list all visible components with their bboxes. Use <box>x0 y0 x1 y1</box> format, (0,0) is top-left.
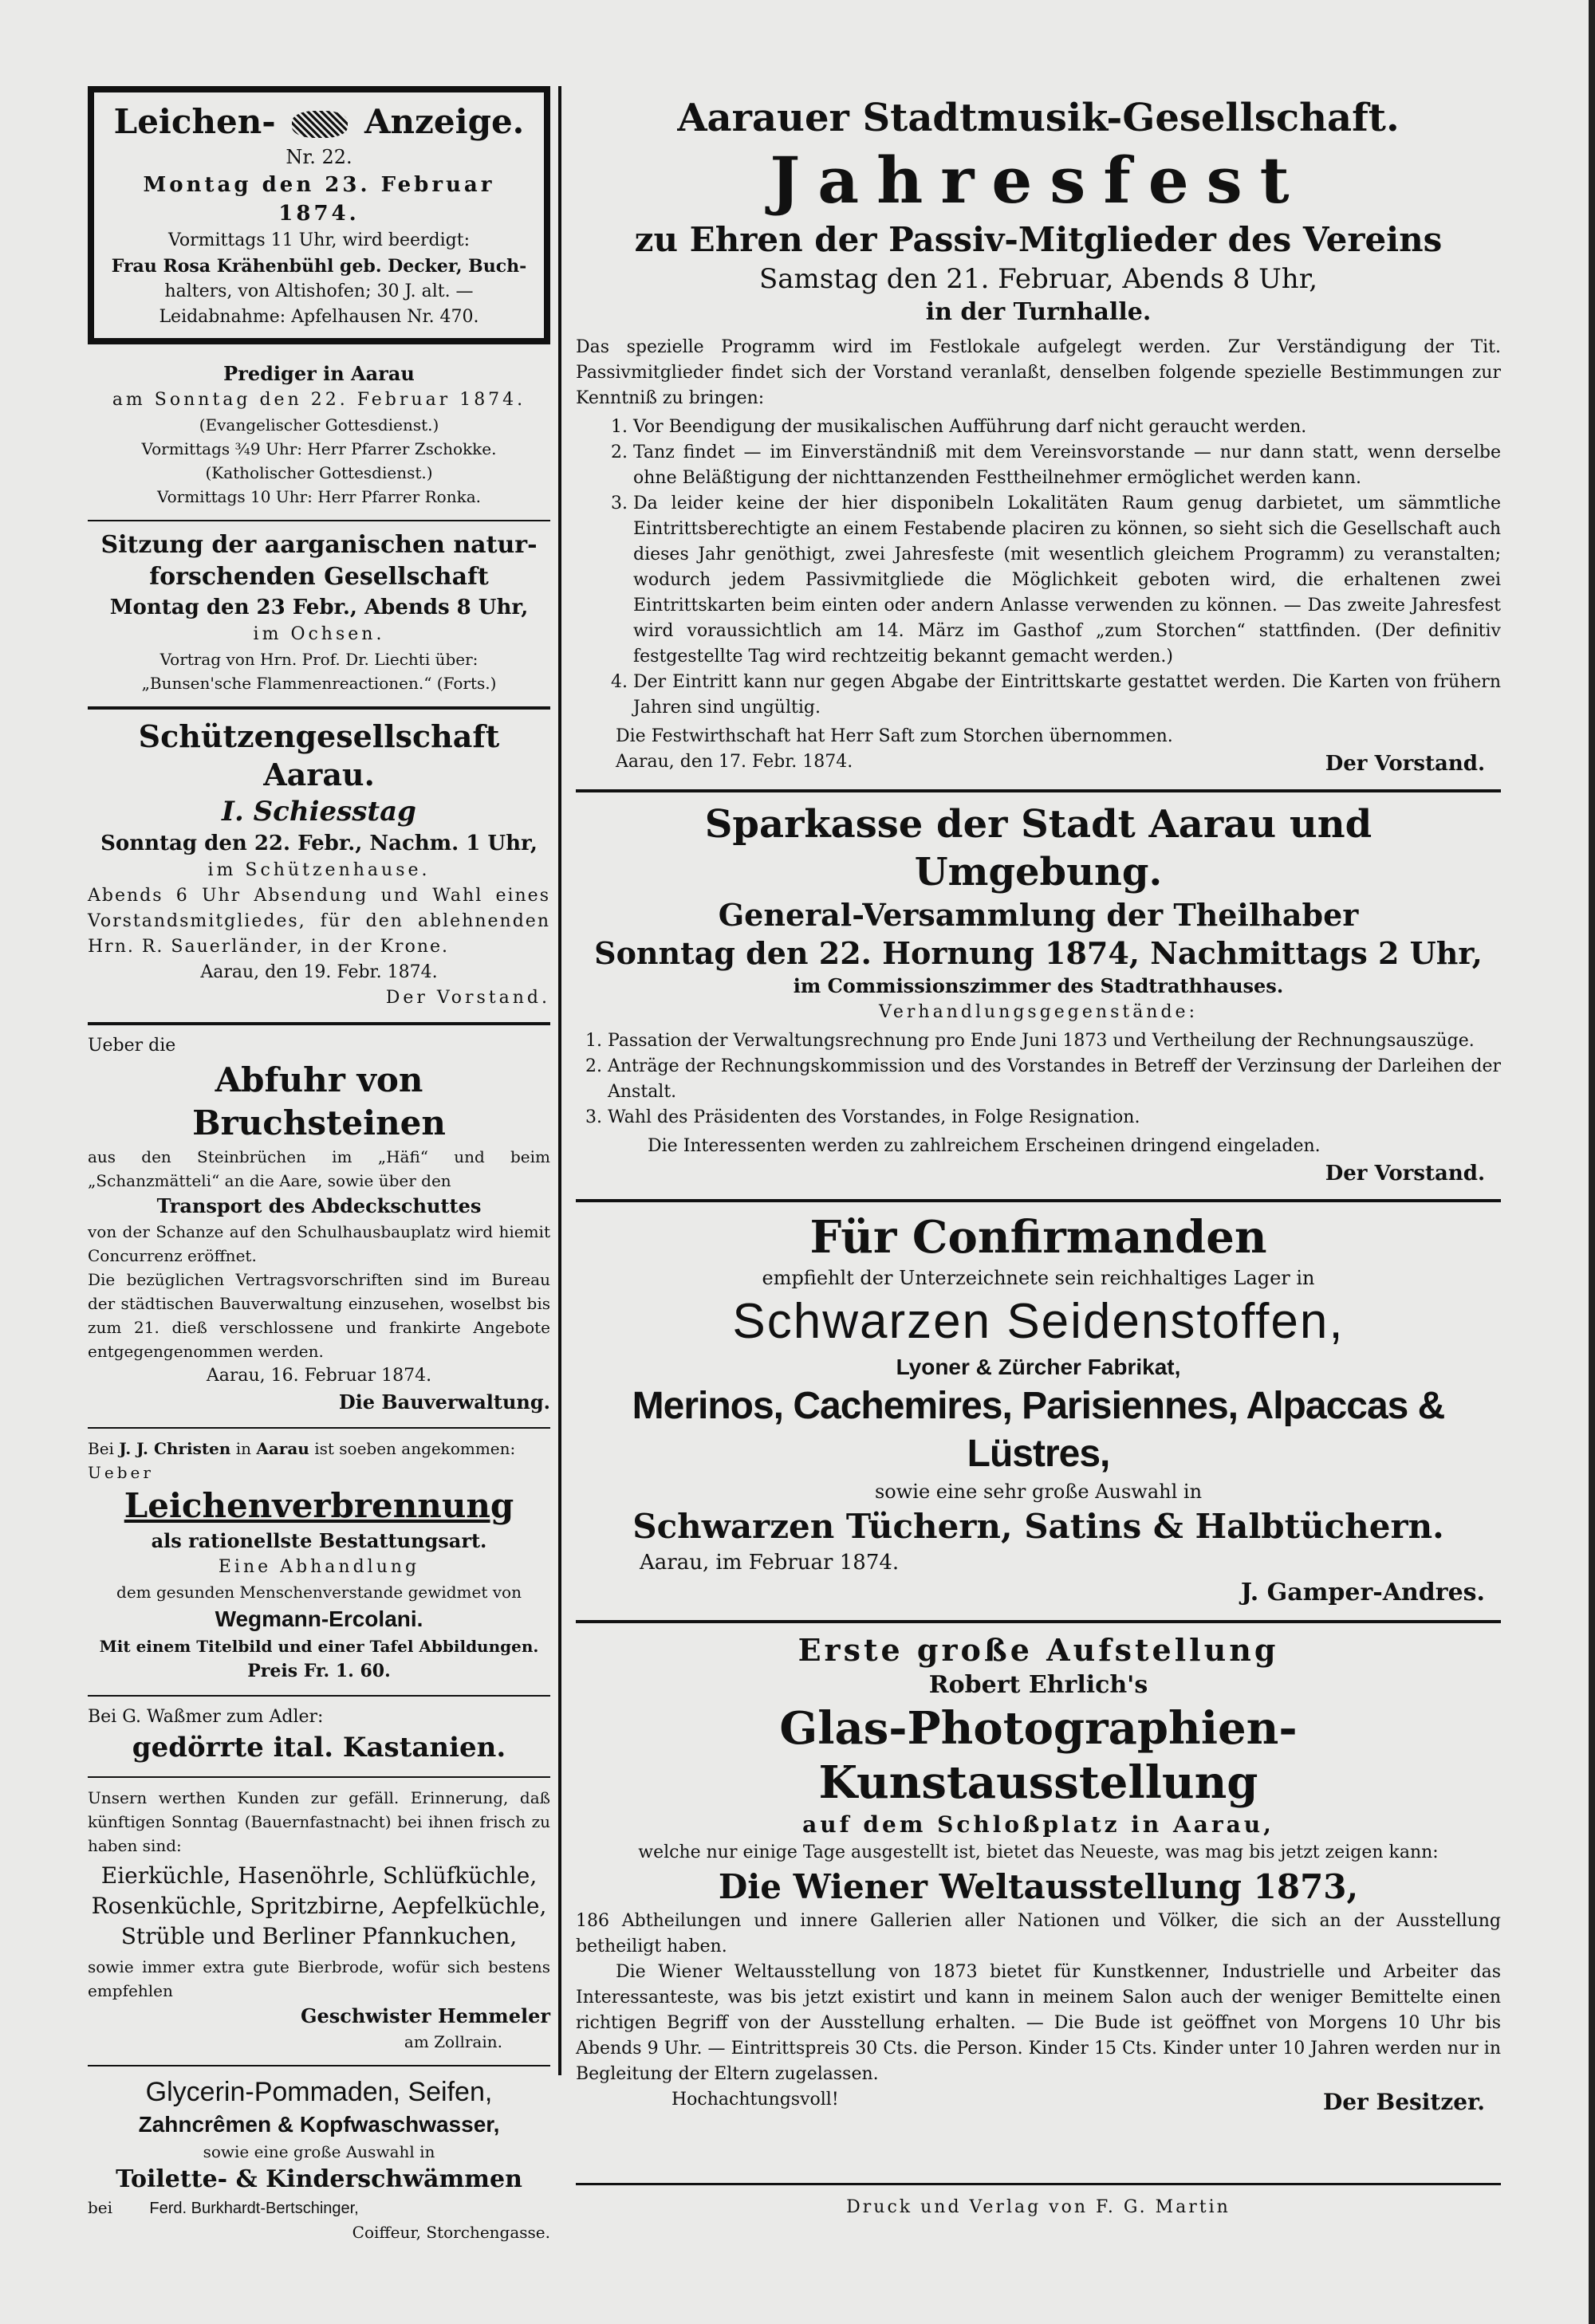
schuetzen-date: Sonntag den 22. Febr., Nachm. 1 Uhr, <box>100 832 538 855</box>
right-column <box>576 86 1501 2129</box>
glycerin-sign: Ferd. Burkhardt-Bertschinger, <box>149 2200 359 2217</box>
wassmer-title: gedörrte ital. Kastanien. <box>132 1732 506 1764</box>
footer-rule <box>576 2183 1501 2185</box>
sitzung-line: „Bunsen'sche Flammenreactionen.“ (Forts.) <box>141 674 497 693</box>
schuetzen-notice <box>88 710 550 1025</box>
confirmanden-big: Schwarzen Seidenstoffen, <box>732 1294 1345 1349</box>
glycerin-title: Glycerin-Pommaden, Seifen, <box>145 2077 493 2107</box>
abfuhr-body: Die bezüglichen Vertragsvorschriften sind im Bureau der städtischen Bauverwaltung einzusehen, woselbst bis zum 21. dieß verschlossene und frankirte Angebote entgegengenommen werden. <box>88 1270 550 1361</box>
confirmanden-sign: J. Gamper-Andres. <box>1240 1579 1485 1606</box>
ausstellung-line: 186 Abtheilungen und innere Gallerien aller Nationen und Völker, die sich an der Ausstellung betheiligt haben. <box>576 1911 1501 1956</box>
leichenverbrennung-title: Leichenverbrennung <box>124 1486 514 1525</box>
schuetzen-subtitle: I. Schiesstag <box>222 796 416 828</box>
glycerin-line: sowie eine große Auswahl in <box>203 2142 435 2161</box>
schuetzen-date2: Aarau, den 19. Febr. 1874. <box>200 962 438 982</box>
hemmeler-items: Eierküchle, Hasenöhrle, Schlüfküchle, Rosenküchle, Spritzbirne, Aepfelküchle, Strüble und Berliner Pfannkuchen, <box>91 1862 547 1949</box>
sparkasse-list <box>576 1028 1501 1131</box>
text-span: in <box>235 1439 251 1458</box>
leichen-date: Montag den 23. Februar 1874. <box>143 173 495 226</box>
text-span: Bei <box>88 1439 114 1458</box>
hemmeler-intro: Unsern werthen Kunden zur gefäll. Erinnerung, daß künftigen Sonntag (Bauernfastnacht) bei ihnen frisch zu haben sind: <box>88 1788 550 1855</box>
schuetzen-body: Abends 6 Uhr Absendung und Wahl eines Vorstandsmitgliedes, für den ablehnenden Hrn. R. Sauerländer, in der Krone. <box>88 886 550 957</box>
abfuhr-pre: Ueber die <box>88 1036 176 1056</box>
wreath-icon <box>292 111 348 138</box>
hemmeler-notice <box>88 1778 550 2066</box>
list-item: 3. Da leider keine der hier disponibeln Lokalitäten Raum genug darbietet, um sämmtliche Eintrittsberechtigte an einem Festabende placiren zu können, so sieht sich die Gesellschaft auch dieses Jahr genöthigt, zwei Jahresfeste (mit wesentlich gleichem Programm) zu veranstalten; wodurch jedem Passivmitgliede die Möglichkeit geboten wird, die erhaltenen zwei Eintrittskarten beim einten oder andern Anlasse verwenden zu können. — Das zweite Jahresfest wird voraussichtlich am 14. März im Gasthof „zum Storchen“ stattfinden. (Der definitiv festgestellte Tag wird rechtzeitig bekannt gemacht werden.) <box>633 491 1501 670</box>
leichen-line: halters, von Altishofen; 30 J. alt. — <box>164 281 474 301</box>
sitzung-title: forschenden Gesellschaft <box>149 563 489 591</box>
confirmanden-title: Für Confirmanden <box>809 1211 1267 1264</box>
leichenverbrennung-pre <box>88 1437 550 1484</box>
abfuhr-body-bold: Transport des Abdeckschuttes <box>156 1194 482 1217</box>
list-item: 4. Der Eintritt kann nur gegen Abgabe der Eintrittskarte gestattet werden. Die Karten von frühern Jahren sind ungültig. <box>633 670 1501 721</box>
sitzung-line: Vortrag von Hrn. Prof. Dr. Liechti über: <box>160 650 478 669</box>
sparkasse-invite: Die Interessenten werden zu zahlreichem Erscheinen dringend eingeladen. <box>648 1136 1321 1156</box>
stadtmusik-sub: zu Ehren der Passiv-Mitglieder des Vereins <box>634 220 1443 259</box>
ausstellung-footer-row <box>576 2087 1501 2118</box>
hemmeler-extra: sowie immer extra gute Bierbrode, wofür sich bestens empfehlen <box>88 1957 550 2000</box>
leichenverbrennung-price: Preis Fr. 1. 60. <box>247 1661 391 1681</box>
ausstellung-line: welche nur einige Tage ausgestellt ist, bietet das Neueste, was mag bis jetzt zeigen kann: <box>638 1842 1439 1862</box>
text-span: Ueber <box>88 1463 154 1482</box>
ausstellung-notice <box>576 1623 1501 2129</box>
leichenverbrennung-line: dem gesunden Menschenverstande gewidmet von <box>116 1583 522 1602</box>
stadtmusik-title: Aarauer Stadtmusik-Gesellschaft. <box>677 96 1400 140</box>
sitzung-title: Sitzung der aarganischen natur- <box>100 531 538 559</box>
ausstellung-line: Die Wiener Weltausstellung von 1873 bietet für Kunstkenner, Industrielle und Arbeiter das Interessanteste, was bis jetzt existirt und kann in meinem Salon auch der weniger Bemittelte einen richtigen Begriff von der Ausstellung erhalten. — Die Bude ist geöffnet von Morgens 10 Uhr bis Abends 9 Uhr. — Eintrittspreis 30 Cts. die Person. Kinder 15 Cts. Kinder unter 10 Jahren werden nur in Begleitung der Eltern zugelassen. <box>576 1962 1501 2084</box>
confirmanden-date: Aarau, im Februar 1874. <box>640 1551 900 1575</box>
leichen-line: Frau Rosa Krähenbühl geb. Decker, Buch- <box>111 256 527 277</box>
prediger-notice <box>88 352 550 521</box>
glycerin-title3: Toilette- & Kinderschwämmen <box>116 2165 522 2193</box>
ausstellung-title: Erste große Aufstellung <box>798 1632 1279 1668</box>
stadtmusik-footer-row <box>576 749 1501 778</box>
abfuhr-body: aus den Steinbrüchen im „Häfi“ und beim „Schanzmätteli“ an die Aare, sowie über den <box>88 1147 550 1190</box>
confirmanden-big2: Merinos, Cachemires, Parisiennes, Alpaccas & Lüstres, <box>632 1385 1445 1475</box>
prediger-line: (Evangelischer Gottesdienst.) <box>199 415 439 435</box>
abfuhr-body: von der Schanze auf den Schulhausbauplatz wird hiemit Concurrenz eröffnet. <box>88 1222 550 1265</box>
sitzung-date: Montag den 23 Febr., Abends 8 Uhr, <box>109 596 529 619</box>
abfuhr-sign: Die Bauverwaltung. <box>338 1390 550 1414</box>
schuetzen-title: Schützengesellschaft Aarau. <box>138 718 500 792</box>
list-item: 1. Vor Beendigung der musikalischen Aufführung darf nicht geraucht werden. <box>633 415 1501 440</box>
sparkasse-verh: Verhandlungsgegenstände: <box>879 1002 1198 1022</box>
stadtmusik-place: in der Turnhalle. <box>925 298 1152 326</box>
abfuhr-notice <box>88 1025 550 1429</box>
confirmanden-big3: Schwarzen Tüchern, Satins & Halbtüchern. <box>632 1507 1444 1546</box>
confirmanden-line: empfiehlt der Unterzeichnete sein reichhaltiges Lager in <box>762 1267 1315 1289</box>
ausstellung-sign: Der Besitzer. <box>1322 2089 1485 2115</box>
sparkasse-place: im Commissionszimmer des Stadtrathhauses. <box>793 974 1284 997</box>
sparkasse-title: Sparkasse der Stadt Aarau und Umgebung. <box>704 802 1372 895</box>
list-item: 1. Passation der Verwaltungsrechnung pro Ende Juni 1873 und Vertheilung der Rechnungsauszüge. <box>608 1028 1501 1054</box>
glycerin-title2: Zahncrêmen & Kopfwaschwasser, <box>138 2112 500 2137</box>
stadtmusik-notice <box>576 86 1501 792</box>
leichen-title: Leichen- Anzeige. <box>113 102 525 141</box>
abfuhr-date: Aarau, 16. Februar 1874. <box>206 1366 432 1386</box>
ausstellung-greeting: Hochachtungsvoll! <box>671 2090 839 2110</box>
stadtmusik-intro: Das spezielle Programm wird im Festlokale aufgelegt werden. Zur Verständigung der Tit. Passivmitglieder findet sich der Vorstand veranlaßt, denselben folgende spezielle Bestimmungen zur Kenntniß zu bringen: <box>576 337 1501 408</box>
leichen-line: Vormittags 11 Uhr, wird beerdigt: <box>167 230 471 250</box>
ausstellung-sub: Robert Ehrlich's <box>928 1671 1148 1699</box>
text-span: ist soeben angekommen: <box>314 1439 516 1458</box>
imprint-footer: Druck und Verlag von F. G. Martin <box>846 2197 1231 2217</box>
confirmanden-notice <box>576 1202 1501 1623</box>
leichenverbrennung-notice <box>88 1429 550 1697</box>
text-span: Aarau <box>256 1439 309 1458</box>
prediger-title: Prediger in Aarau <box>223 362 415 385</box>
glycerin-sign2: Coiffeur, Storchengasse. <box>352 2223 550 2242</box>
stadtmusik-date: Samstag den 21. Februar, Abends 8 Uhr, <box>758 263 1318 295</box>
leichen-anzeige <box>88 86 550 344</box>
sitzung-place: im Ochsen. <box>253 624 385 644</box>
stadtmusik-date2: Aarau, den 17. Febr. 1874. <box>616 752 853 772</box>
abfuhr-title: Abfuhr von Bruchsteinen <box>192 1060 446 1142</box>
stadtmusik-fest: Die Festwirthschaft hat Herr Saft zum Storchen übernommen. <box>616 726 1173 746</box>
confirmanden-line: sowie eine sehr große Auswahl in <box>874 1481 1203 1503</box>
prediger-line: Vormittags 10 Uhr: Herr Pfarrer Ronka. <box>157 487 481 506</box>
schuetzen-place: im Schützenhause. <box>207 860 431 880</box>
leichenverbrennung-line: Mit einem Titelbild und einer Tafel Abbildungen. <box>99 1637 539 1656</box>
sparkasse-date: Sonntag den 22. Hornung 1874, Nachmittags 2 Uhr, <box>594 935 1483 971</box>
wassmer-notice <box>88 1697 550 1778</box>
hemmeler-place: am Zollrain. <box>404 2032 502 2051</box>
left-column <box>88 86 550 2255</box>
glycerin-sign-row <box>88 2196 550 2220</box>
leichenverbrennung-author: Wegmann-Ercolani. <box>215 1606 423 1631</box>
column-divider <box>558 86 561 2075</box>
page-edge-shadow <box>1589 0 1595 2324</box>
leichen-nr: Nr. 22. <box>286 146 352 168</box>
sparkasse-notice <box>576 792 1501 1202</box>
list-item: 2. Anträge der Rechnungskommission und des Vorstandes in Betreff der Verzinsung der Darleihen der Anstalt. <box>608 1054 1501 1105</box>
list-item: 2. Tanz findet — im Einverständniß mit dem Vereinsvorstande — nur dann statt, wenn derselbe ohne Beläßtigung der nichttanzenden Festtheilnehmer ermöglichet werden kann. <box>633 440 1501 491</box>
wassmer-line: Bei G. Waßmer zum Adler: <box>88 1707 324 1727</box>
stadtmusik-sign: Der Vorstand. <box>1325 752 1485 776</box>
hemmeler-sign: Geschwister Hemmeler <box>300 2004 550 2027</box>
leichenverbrennung-sub: als rationellste Bestattungsart. <box>151 1529 487 1552</box>
schuetzen-sign: Der Vorstand. <box>385 988 550 1008</box>
leichenverbrennung-line: Eine Abhandlung <box>218 1557 420 1577</box>
stadtmusik-list <box>576 415 1501 721</box>
prediger-date: am Sonntag den 22. Februar 1874. <box>112 390 526 410</box>
list-item: 3. Wahl des Präsidenten des Vorstandes, in Folge Resignation. <box>608 1105 1501 1131</box>
prediger-line: Vormittags ¾9 Uhr: Herr Pfarrer Zschokke. <box>141 439 497 458</box>
ausstellung-place: auf dem Schloßplatz in Aarau, <box>802 1811 1274 1838</box>
ausstellung-big: Glas-Photographien-Kunstausstellung <box>779 1702 1298 1809</box>
confirmanden-sub: Lyoner & Zürcher Fabrikat, <box>896 1355 1181 1379</box>
ausstellung-big2: Die Wiener Weltausstellung 1873, <box>718 1867 1359 1906</box>
stadtmusik-big: Jahresfest <box>770 143 1307 218</box>
text-span: J. J. Christen <box>119 1439 231 1458</box>
prediger-line: (Katholischer Gottesdienst.) <box>205 463 433 482</box>
text-span: bei <box>88 2198 113 2217</box>
sparkasse-sign: Der Vorstand. <box>1325 1162 1485 1186</box>
glycerin-notice <box>88 2066 550 2255</box>
sitzung-notice <box>88 521 550 710</box>
sparkasse-sub: General-Versammlung der Theilhaber <box>718 897 1359 933</box>
leichen-line: Leidabnahme: Apfelhausen Nr. 470. <box>159 307 479 327</box>
